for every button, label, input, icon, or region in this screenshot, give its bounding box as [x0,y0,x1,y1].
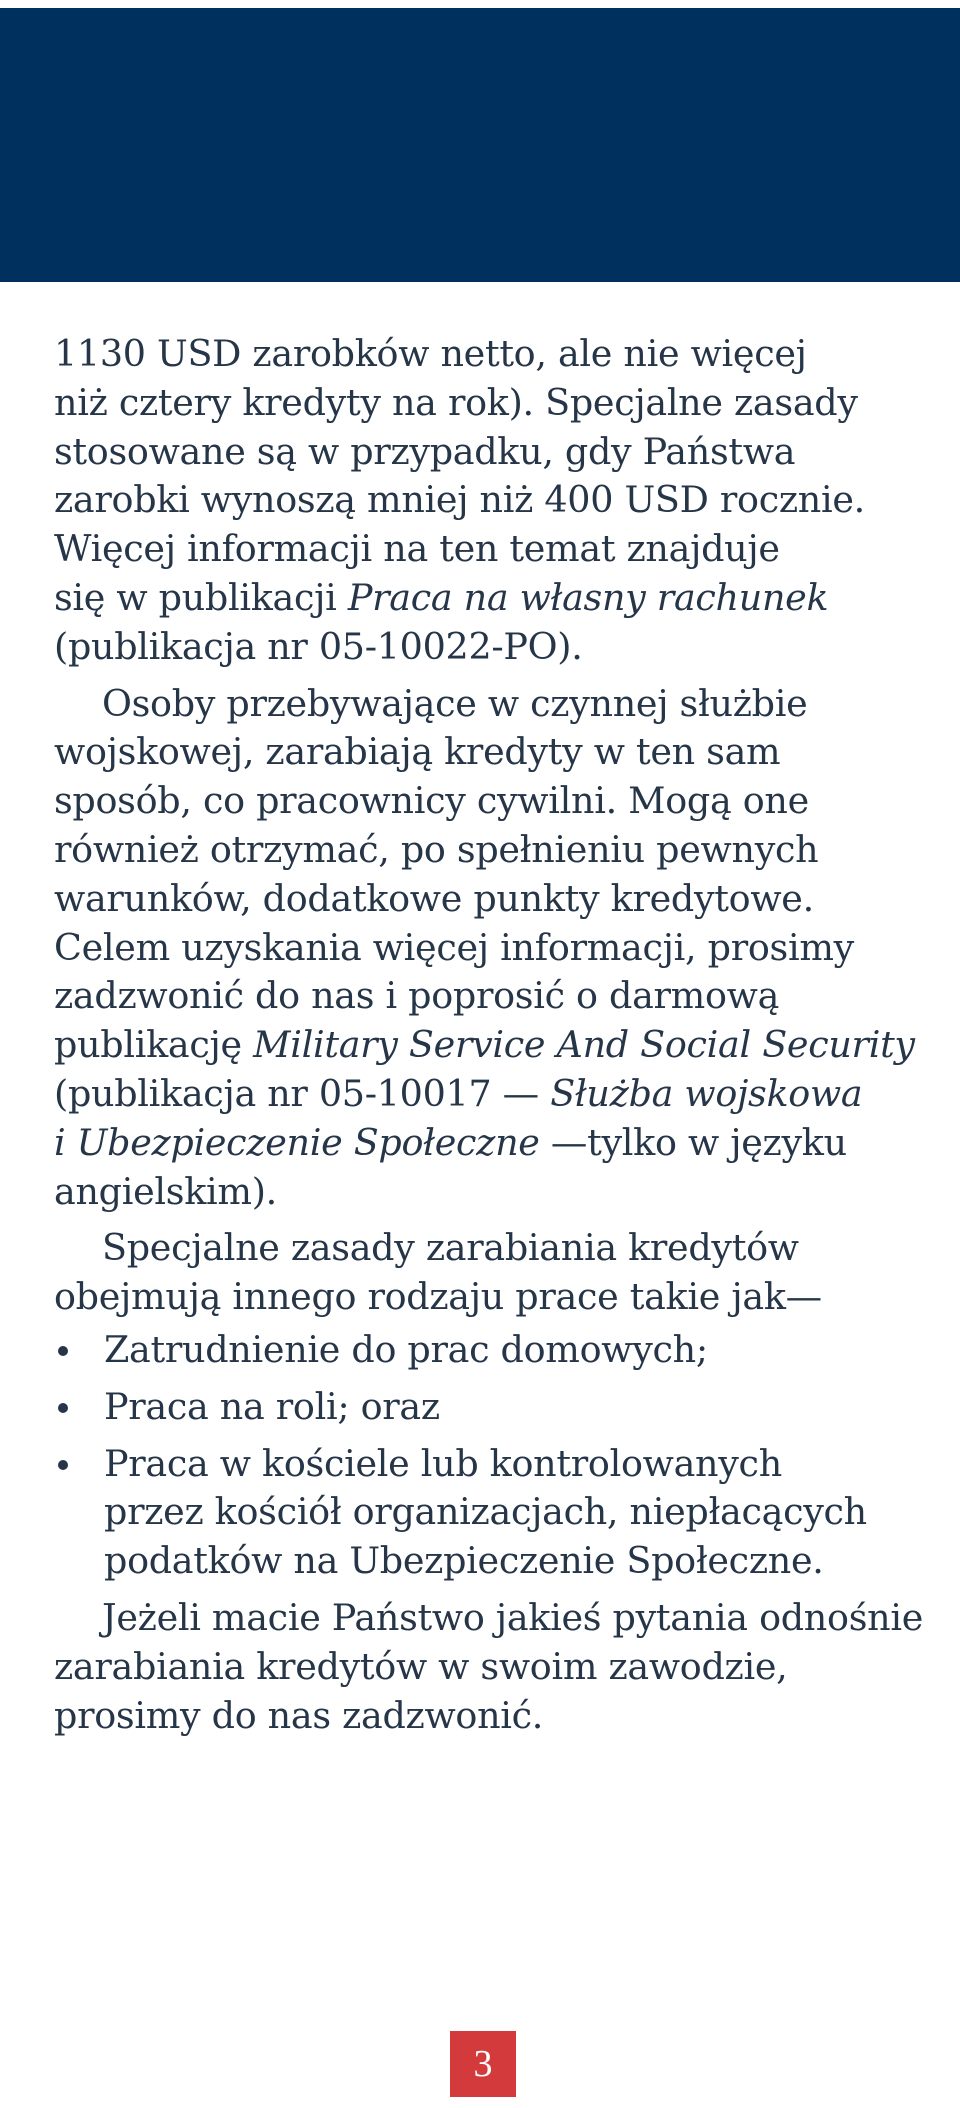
text-line: warunków, dodatkowe punkty kredytowe. [54,876,814,920]
text-line: przez kościół organizacjach, niepłacących [104,1490,867,1534]
text-line: wojskowej, zarabiają kredyty w ten sam [54,730,781,774]
list-item [54,1383,934,1432]
paragraph-2 [54,680,934,1217]
text-line: zarabiania kredytów w swoim zawodzie, [54,1644,788,1688]
text-line: angielskim). [54,1169,277,1213]
text-line: zadzwonić do nas i poprosić o darmową [54,974,780,1018]
body-text [54,330,934,1740]
text-segment: —tylko w języku [539,1120,847,1164]
text-line: 1130 USD zarobków netto, ale nie więcej [54,332,807,375]
text-line: Jeżeli macie Państwo jakieś pytania odnośnie [102,1595,924,1639]
text-line: Osoby przebywające w czynnej służbie [102,681,808,725]
text-line: stosowane są w przypadku, gdy Państwa [54,429,796,473]
text-line: Praca w kościele lub kontrolowanych [104,1441,782,1485]
publication-title: i Ubezpieczenie Społeczne [54,1120,540,1164]
bullet-list [54,1326,934,1586]
text-line: Celem uzyskania więcej informacji, prosimy [54,925,854,969]
page-number-badge: 3 [450,2031,516,2097]
text-line: sposób, co pracownicy cywilni. Mogą one [54,779,809,823]
paragraph-3 [54,1224,934,1322]
text-line [54,574,934,623]
publication-title: Służba wojskowa [550,1071,863,1115]
bullet-icon [58,1403,68,1413]
text-line: prosimy do nas zadzwonić. [54,1693,544,1737]
text-line: obejmują innego rodzaju prace takie jak— [54,1275,822,1319]
paragraph-4 [54,1594,934,1740]
header-band [0,8,960,282]
text-line: Więcej informacji na ten temat znajduje [54,527,780,571]
bullet-icon [58,1346,68,1356]
publication-title: Military Service And Social Security [253,1023,915,1067]
text-segment: (publikacja nr 05-10017 — [54,1071,551,1115]
text-line [54,1070,934,1119]
text-line: podatków na Ubezpieczenie Społeczne. [104,1539,824,1583]
text-segment: publikację [54,1023,254,1067]
text-line: również otrzymać, po spełnieniu pewnych [54,827,819,871]
list-item [54,1326,934,1375]
text-segment: się w publikacji [54,575,348,619]
paragraph-1 [54,330,934,672]
text-line: (publikacja nr 05-10022-PO). [54,624,583,668]
bullet-icon [58,1460,68,1470]
text-line: Specjalne zasady zarabiania kredytów [102,1226,799,1270]
text-line: niż cztery kredyty na rok). Specjalne zasady [54,380,858,424]
text-line [54,1119,934,1168]
text-line: Zatrudnienie do prac domowych; [104,1327,708,1371]
text-line: zarobki wynoszą mniej niż 400 USD rocznie. [54,478,865,522]
text-line [54,1021,934,1070]
publication-title: Praca na własny rachunek [347,575,829,619]
list-item [54,1440,934,1586]
text-line: Praca na roli; oraz [104,1384,440,1428]
